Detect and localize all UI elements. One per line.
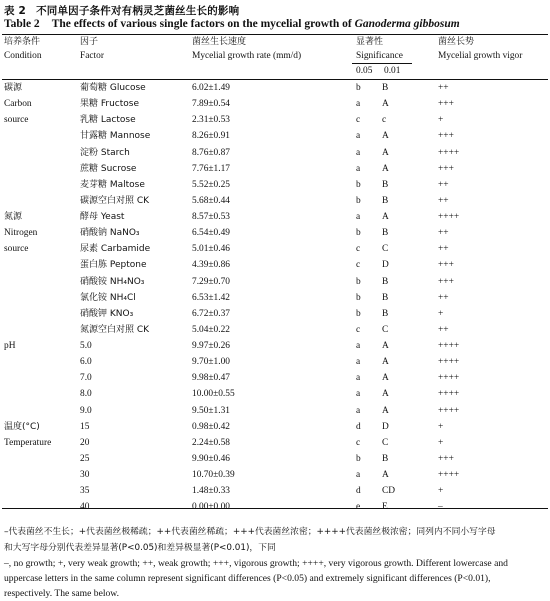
sig-005-cell: e — [356, 502, 361, 513]
header-factor-en: Factor — [80, 51, 104, 61]
sig-005-cell: b — [356, 179, 361, 190]
growth-rate-cell: 7.76±1.17 — [192, 163, 230, 174]
vigor-cell: ++++ — [438, 373, 460, 384]
vigor-cell: +++ — [438, 453, 454, 464]
group-label: Nitrogen — [4, 228, 38, 239]
sig-005-cell: c — [356, 244, 361, 255]
sig-001-cell: E — [382, 502, 388, 513]
growth-rate-cell: 1.48±0.33 — [192, 486, 230, 497]
vigor-cell: ++ — [438, 292, 449, 303]
group-label: 氮源 — [4, 212, 23, 223]
vigor-cell: ++++ — [438, 389, 460, 400]
growth-rate-cell: 6.53±1.42 — [192, 292, 230, 303]
sig-005-cell: b — [356, 308, 361, 319]
growth-rate-cell: 5.04±0.22 — [192, 324, 230, 335]
header-factor-cn: 因子 — [80, 37, 99, 47]
footnote-en-line2: uppercase letters in the same column represent significant differences (P<0.05) and extremely significant differences (P<0.01), — [4, 573, 491, 584]
sig-005-cell: a — [356, 341, 361, 352]
sig-005-cell: a — [356, 405, 361, 416]
vigor-cell: ++++ — [438, 470, 460, 481]
factor-cell: 硝酸钾 KNO₃ — [80, 308, 134, 319]
sig-001-cell: B — [382, 83, 389, 93]
factor-cell: 15 — [80, 421, 90, 432]
table-title-en: The effects of various single factors on the mycelial growth of — [51, 18, 352, 30]
sig-001-cell: B — [382, 292, 389, 303]
vigor-cell: +++ — [438, 163, 454, 174]
growth-rate-cell: 5.52±0.25 — [192, 179, 230, 190]
sig-001-cell: A — [382, 163, 389, 174]
header-rate-en: Mycelial growth rate (mm/d) — [192, 51, 302, 61]
sig-001-cell: B — [382, 195, 389, 206]
vigor-cell: ++++ — [438, 405, 460, 416]
footnote-cn — [4, 524, 546, 556]
sig-005-cell: a — [356, 470, 361, 481]
growth-rate-cell: 9.70±1.00 — [192, 357, 230, 368]
header-vigor-cn: 菌丝长势 — [438, 37, 475, 47]
footnote-en-line1: –, no growth; +, very weak growth; ++, weak growth; +++, vigorous growth; ++++, very vigorous growth. Different lowercase and — [4, 558, 508, 569]
sig-005-cell: d — [356, 486, 361, 497]
sig-005-cell: b — [356, 292, 361, 303]
sig-005-cell: b — [356, 453, 361, 464]
table-caption-en — [4, 18, 460, 30]
sig-005-cell: a — [356, 373, 361, 384]
species-name: Ganoderma gibbosum — [354, 18, 460, 30]
growth-rate-cell: 4.39±0.86 — [192, 260, 230, 271]
significance-underline — [352, 63, 412, 64]
factor-cell: 7.0 — [80, 373, 92, 384]
footnote-en-line3: respectively. The same below. — [4, 588, 119, 599]
factor-cell: 麦芽糖 Maltose — [80, 179, 145, 190]
sig-001-cell: B — [382, 179, 389, 190]
table-header-rule — [2, 79, 548, 80]
factor-cell: 淀粉 Starch — [80, 147, 130, 158]
growth-rate-cell: 2.24±0.58 — [192, 437, 230, 448]
group-label: source — [4, 244, 29, 255]
table-title-cn: 不同单因子条件对有柄灵芝菌丝生长的影响 — [36, 5, 240, 17]
growth-rate-cell: 0.00±0.00 — [192, 502, 230, 513]
sig-001-cell: A — [382, 470, 389, 481]
vigor-cell: ++ — [438, 244, 449, 255]
factor-cell: 8.0 — [80, 389, 92, 400]
sig-001-cell: A — [382, 99, 389, 110]
growth-rate-cell: 7.29±0.70 — [192, 276, 230, 287]
sig-001-cell: A — [382, 405, 389, 416]
vigor-cell: ++++ — [438, 147, 460, 158]
sig-005-cell: a — [356, 131, 361, 142]
vigor-cell: + — [438, 115, 444, 126]
factor-cell: 甘露糖 Mannose — [80, 131, 151, 142]
vigor-cell: + — [438, 437, 444, 448]
growth-rate-cell: 5.68±0.44 — [192, 195, 230, 206]
growth-rate-cell: 0.98±0.42 — [192, 421, 230, 432]
footnote-cn-line2: 和大写字母分别代表差异显著(P<0.05)和差异极显著(P<0.01)，下同 — [4, 543, 276, 553]
vigor-cell: ++++ — [438, 341, 460, 352]
factor-cell: 乳糖 Lactose — [80, 115, 136, 126]
header-condition-cn: 培养条件 — [4, 37, 41, 47]
growth-rate-cell: 8.26±0.91 — [192, 131, 230, 142]
header-sig-005: 0.05 — [356, 66, 373, 76]
sig-005-cell: c — [356, 115, 361, 126]
sig-001-cell: B — [382, 453, 389, 464]
factor-cell: 氯化铵 NH₄Cl — [80, 292, 136, 303]
factor-cell: 果糖 Fructose — [80, 99, 139, 110]
factor-cell: 5.0 — [80, 341, 92, 352]
factor-cell: 尿素 Carbamide — [80, 244, 151, 255]
factor-cell: 6.0 — [80, 357, 92, 368]
sig-005-cell: c — [356, 260, 361, 271]
sig-001-cell: A — [382, 212, 389, 223]
header-rate-cn: 菌丝生长速度 — [192, 37, 247, 47]
growth-rate-cell: 6.72±0.37 — [192, 308, 230, 319]
header-significance-en: Significance — [356, 51, 403, 61]
factor-cell: 40 — [80, 502, 90, 513]
sig-001-cell: C — [382, 324, 389, 335]
factor-cell: 25 — [80, 453, 90, 464]
sig-001-cell: A — [382, 373, 389, 384]
factor-cell: 20 — [80, 437, 90, 448]
factor-cell: 9.0 — [80, 405, 92, 416]
vigor-cell: +++ — [438, 276, 454, 287]
vigor-cell: +++ — [438, 131, 454, 142]
sig-001-cell: CD — [382, 486, 396, 497]
group-label: source — [4, 115, 29, 126]
table-label-en: Table 2 — [4, 18, 40, 30]
sig-001-cell: A — [382, 341, 389, 352]
sig-005-cell: b — [356, 228, 361, 239]
group-label: 温度(°C) — [4, 421, 40, 432]
growth-rate-cell: 6.54±0.49 — [192, 228, 230, 239]
sig-005-cell: a — [356, 357, 361, 368]
footnote-en — [4, 556, 546, 601]
group-label: Carbon — [4, 99, 32, 110]
growth-rate-cell: 8.57±0.53 — [192, 212, 230, 223]
sig-001-cell: D — [382, 260, 389, 271]
growth-rate-cell: 8.76±0.87 — [192, 147, 230, 158]
factor-cell: 蛋白胨 Peptone — [80, 260, 147, 271]
table-caption-cn — [4, 3, 239, 18]
growth-rate-cell: 10.00±0.55 — [192, 389, 235, 400]
factor-cell: 硝酸钠 NaNO₃ — [80, 228, 140, 239]
factor-cell: 30 — [80, 470, 90, 481]
vigor-cell: ++++ — [438, 212, 460, 223]
sig-001-cell: D — [382, 421, 389, 432]
footnote-cn-line1: –代表菌丝不生长；+代表菌丝极稀疏；++代表菌丝稀疏；+++代表菌丝浓密；++++代表菌丝极浓密；同列内不同小写字母 — [4, 527, 496, 537]
header-significance-cn: 显著性 — [356, 37, 384, 47]
vigor-cell: ++++ — [438, 357, 460, 368]
sig-005-cell: b — [356, 83, 361, 93]
sig-001-cell: C — [382, 244, 389, 255]
table-top-rule — [2, 34, 548, 35]
sig-005-cell: d — [356, 421, 361, 432]
factor-cell: 碳源空白对照 CK — [80, 195, 150, 206]
vigor-cell: ++ — [438, 179, 449, 190]
sig-001-cell: B — [382, 228, 389, 239]
factor-cell: 35 — [80, 486, 90, 497]
factor-cell: 葡萄糖 Glucose — [80, 83, 146, 93]
sig-005-cell: a — [356, 147, 361, 158]
vigor-cell: ++ — [438, 83, 449, 93]
sig-005-cell: a — [356, 212, 361, 223]
vigor-cell: – — [438, 502, 443, 513]
header-condition-en: Condition — [4, 51, 42, 61]
header-sig-001: 0.01 — [384, 66, 401, 76]
sig-001-cell: B — [382, 308, 389, 319]
vigor-cell: ++ — [438, 195, 449, 206]
growth-rate-cell: 10.70±0.39 — [192, 470, 235, 481]
growth-rate-cell: 6.02±1.49 — [192, 83, 230, 93]
vigor-cell: + — [438, 486, 444, 497]
growth-rate-cell: 9.97±0.26 — [192, 341, 230, 352]
factor-cell: 蔗糖 Sucrose — [80, 163, 137, 174]
sig-005-cell: a — [356, 163, 361, 174]
factor-cell: 硝酸铵 NH₄NO₃ — [80, 276, 145, 287]
sig-001-cell: B — [382, 276, 389, 287]
growth-rate-cell: 9.98±0.47 — [192, 373, 230, 384]
vigor-cell: ++ — [438, 324, 449, 335]
sig-005-cell: a — [356, 389, 361, 400]
sig-001-cell: A — [382, 131, 389, 142]
factor-cell: 酵母 Yeast — [80, 212, 125, 223]
growth-rate-cell: 9.50±1.31 — [192, 405, 230, 416]
sig-005-cell: b — [356, 195, 361, 206]
growth-rate-cell: 9.90±0.46 — [192, 453, 230, 464]
sig-005-cell: c — [356, 324, 361, 335]
group-label: pH — [4, 341, 16, 352]
sig-005-cell: a — [356, 99, 361, 110]
group-label: 碳源 — [4, 83, 23, 93]
sig-001-cell: A — [382, 147, 389, 158]
sig-001-cell: C — [382, 437, 389, 448]
vigor-cell: +++ — [438, 260, 454, 271]
growth-rate-cell: 5.01±0.46 — [192, 244, 230, 255]
growth-rate-cell: 7.89±0.54 — [192, 99, 230, 110]
vigor-cell: + — [438, 421, 444, 432]
sig-001-cell: c — [382, 115, 387, 126]
growth-rate-cell: 2.31±0.53 — [192, 115, 230, 126]
vigor-cell: ++ — [438, 228, 449, 239]
table-label-cn: 表 2 — [4, 5, 27, 17]
sig-005-cell: c — [356, 437, 361, 448]
sig-001-cell: A — [382, 389, 389, 400]
factor-cell: 氮源空白对照 CK — [80, 324, 150, 335]
sig-001-cell: A — [382, 357, 389, 368]
vigor-cell: +++ — [438, 99, 454, 110]
sig-005-cell: b — [356, 276, 361, 287]
vigor-cell: + — [438, 308, 444, 319]
header-vigor-en: Mycelial growth vigor — [438, 51, 523, 61]
group-label: Temperature — [4, 437, 52, 448]
